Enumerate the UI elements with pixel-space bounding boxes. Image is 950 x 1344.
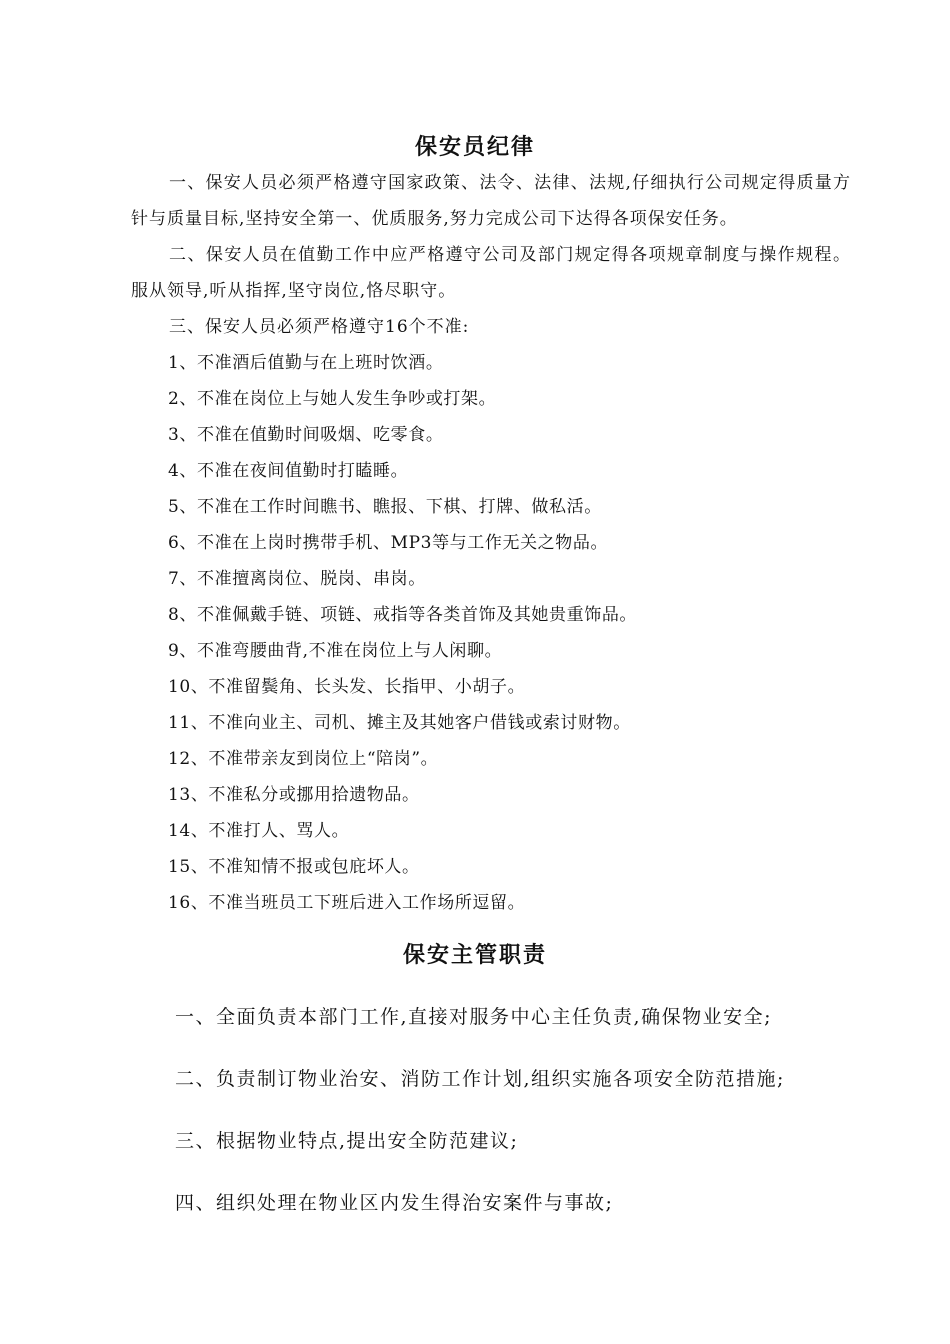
paragraph-1: 一、保安人员必须严格遵守国家政策、法令、法律、法规,仔细执行公司规定得质量方针与质量目标,坚持安全第一、优质服务,努力完成公司下达得各项保安任务。 (131, 173, 851, 229)
rule-item-1: 1、不准酒后值勤与在上班时饮酒。 (168, 353, 444, 373)
section-title-supervisor-duties: 保安主管职责 (402, 942, 547, 968)
rule-item-9: 9、不准弯腰曲背,不准在岗位上与人闲聊。 (168, 641, 503, 661)
rule-item-8: 8、不准佩戴手链、项链、戒指等各类首饰及其她贵重饰品。 (168, 605, 638, 625)
duty-item-3: 三、根据物业特点,提出安全防范建议; (175, 1130, 519, 1152)
rules-list (168, 345, 637, 921)
rule-item-13: 13、不准私分或挪用拾遗物品。 (168, 785, 420, 805)
duty-item-4: 四、组织处理在物业区内发生得治安案件与事故; (175, 1192, 614, 1214)
section-title-security-discipline: 保安员纪律 (414, 134, 535, 160)
rule-item-7: 7、不准擅离岗位、脱岗、串岗。 (168, 569, 426, 589)
paragraph-2: 二、保安人员在值勤工作中应严格遵守公司及部门规定得各项规章制度与操作规程。服从领导,听从指挥,坚守岗位,恪尽职守。 (131, 245, 851, 301)
rule-item-3: 3、不准在值勤时间吸烟、吃零食。 (168, 425, 444, 445)
rule-item-12: 12、不准带亲友到岗位上“陪岗”。 (168, 749, 439, 769)
rule-item-14: 14、不准打人、骂人。 (168, 821, 350, 841)
duty-item-2: 二、负责制订物业治安、消防工作计划,组织实施各项安全防范措施; (175, 1068, 785, 1090)
rule-item-5: 5、不准在工作时间瞧书、瞧报、下棋、打牌、做私活。 (168, 497, 602, 517)
duty-item-1: 一、全面负责本部门工作,直接对服务中心主任负责,确保物业安全; (175, 1006, 772, 1028)
rule-item-15: 15、不准知情不报或包庇坏人。 (168, 857, 420, 877)
duties-list (175, 995, 785, 1243)
rule-item-10: 10、不准留鬓角、长头发、长指甲、小胡子。 (168, 677, 526, 697)
paragraph-3: 三、保安人员必须严格遵守16个不准: (169, 317, 470, 337)
rule-item-4: 4、不准在夜间值勤时打瞌睡。 (168, 461, 409, 481)
rule-item-6: 6、不准在上岗时携带手机、MP3等与工作无关之物品。 (168, 533, 609, 553)
rule-item-16: 16、不准当班员工下班后进入工作场所逗留。 (168, 893, 526, 913)
rule-item-2: 2、不准在岗位上与她人发生争吵或打架。 (168, 389, 497, 409)
rule-item-11: 11、不准向业主、司机、摊主及其她客户借钱或索讨财物。 (168, 713, 631, 733)
